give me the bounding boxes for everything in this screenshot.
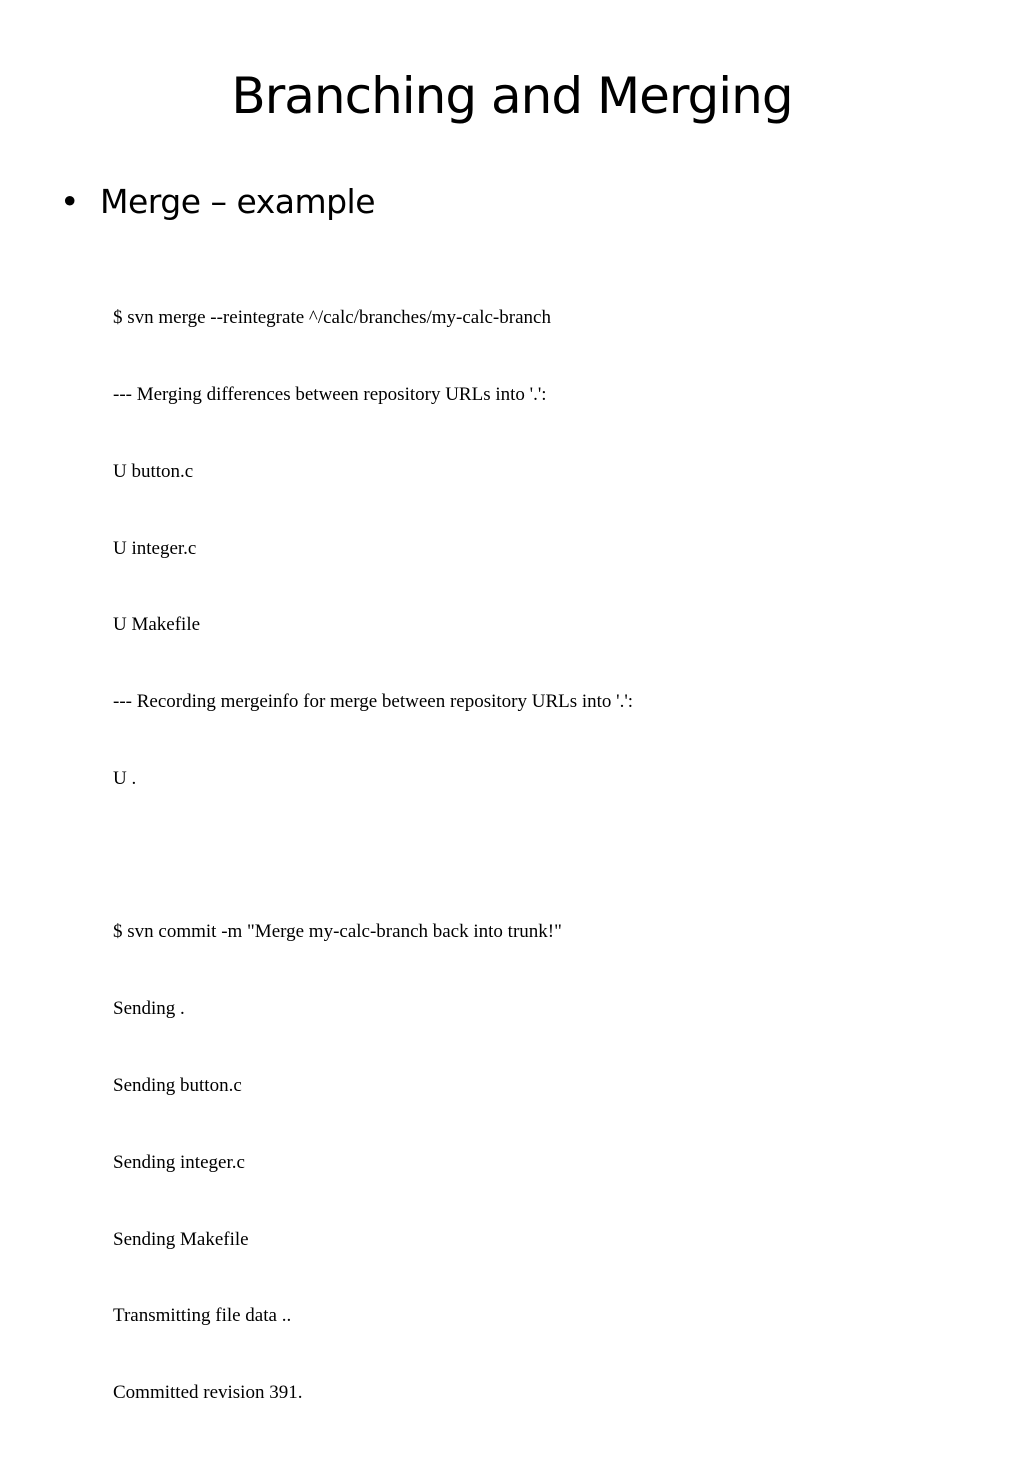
code-line: U . [113, 767, 137, 789]
code-line: Sending button.c [113, 1075, 242, 1096]
code-line: Transmitting file data .. [113, 1305, 292, 1327]
code-line: Sending . [113, 998, 185, 1020]
code-line: U Makefile [113, 614, 201, 636]
bullet-text: Merge – example [100, 182, 376, 221]
bullet-item [60, 178, 375, 226]
code-line: Sending integer.c [113, 1151, 245, 1173]
bullet-marker: • [60, 182, 80, 221]
code-line: --- Recording mergeinfo for merge between repository URLs into '.': [113, 691, 634, 713]
command-output-block [113, 254, 633, 1457]
code-line: U integer.c [113, 537, 197, 559]
slide-title: Branching and Merging [231, 67, 793, 125]
code-line: U button.c [113, 460, 194, 482]
code-line: Sending Makefile [113, 1228, 249, 1250]
code-line: Committed revision 391. [113, 1382, 303, 1404]
code-line: $ svn commit -m "Merge my-calc-branch back into trunk!" [113, 921, 562, 943]
blank-line [113, 843, 633, 869]
code-line: $ svn merge --reintegrate ^/calc/branches/my-calc-branch [113, 307, 551, 329]
code-line: --- Merging differences between repository URLs into '.': [113, 383, 547, 405]
